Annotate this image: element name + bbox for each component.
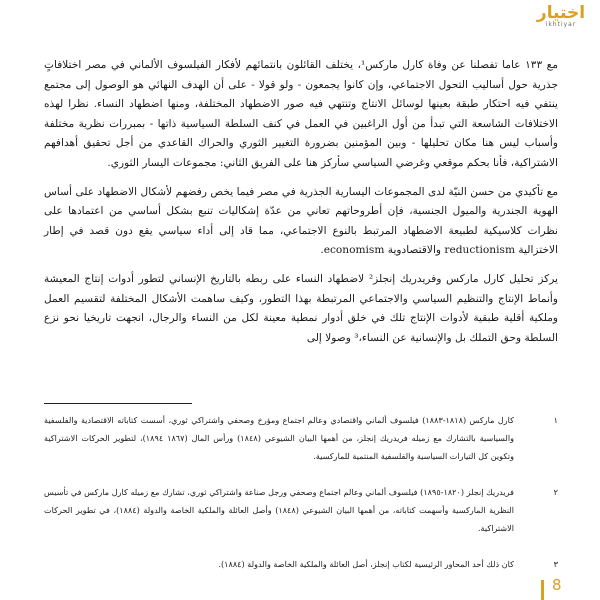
footnote-1 [44,411,558,465]
footnote-divider [44,403,192,404]
footnote-number: ١ [553,415,558,425]
publication-logo [534,4,588,28]
page-number-rule [541,580,544,600]
footnote-number: ٢ [553,487,558,497]
footnotes [44,411,558,573]
article-body [44,56,558,348]
footnote-text: كارل ماركس (١٨١٨-١٨٨٣) فيلسوف ألماني واقتصادي وعالم اجتماع ومؤرخ وصحفي واشتراكي ثوري، أسست كتاباته الاقتصادية والفلسفية والسياسية بالتشارك مع زميله فريدريك إنجلز، من أهمها البيان الشيوعي (١٨٤٨) ورأس المال (١٨٦٧ ١٨٩٤)، لتطوير الحركات الاشتراكية وتكوين كل التيارات السياسية والفلسفية المنتمية للماركسية. [44,415,515,461]
footnote-3 [44,555,558,573]
footnote-text: فريدريك إنجلز (١٨٢٠-١٨٩٥) فيلسوف ألماني وعالم اجتماع وصحفي ورجل صناعة واشتراكي ثوري، تشارك مع زميله كارل ماركس في تأسيس النظرية الماركسية وأسهمت كتاباته، من أهمها البيان الشيوعي (١٨٤٨) وأصل العائلة والملكية الخاصة والدولة (١٨٨٤)، في تطوير الحركات الاشتراكية. [44,487,514,533]
footnote-text: كان ذلك أحد المحاور الرئيسية لكتاب إنجلز، أصل العائلة والملكية الخاصة والدولة (١٨٨٤). [218,559,514,569]
footnote-number: ٣ [553,559,558,569]
paragraph-1: مع ١٣٣ عاما تفصلنا عن وفاة كارل ماركس¹، يختلف القائلون بانتمائهم لأفكار الفيلسوف الألماني في مصر اختلافاتٍ جذرية حول أساليب التحول الاجتماعي، وإن كانوا يجمعون - ولو قولا - على أن الهدف النهائي هو الوصول إلى مجتمع ينتفي فيه احتكار طبقة بعينها لوسائل الانتاج وتنتهي فيه صور الاضطهاد المختلفة، ومنها اضطهاد النساء. نظرا لهذه الاختلافات الشاسعة التي تبدأ من أول الراغبين في العمل في كنف السلطة السياسية ذاتها - بمبررات نظرية مختلفة وأسباب ليس هنا مكان تحليلها - وبين المؤمنين بضرورة التغيير الثوري والحراك القاعدي من أجل تحقيق أهدافهم الاشتراكية، فأنا بحكم موقعي وغرضي السياسي سأركز هنا على الفريق الثاني: مجموعات اليسار الثوري. [44,59,558,169]
footnote-2 [44,483,558,537]
paragraph-3: يركز تحليل كارل ماركس وفريدريك إنجلز² لاضطهاد النساء على ربطه بالتاريخ الإنساني لتطور أدوات إنتاج المعيشة وأنماط الإنتاج والتنظيم السياسي والاجتماعي المرتبطة بهذا التطور، وكيف ساهمت الأشكال المختلفة لتقسيم العمل وملكية أقلية طبقية لأدوات الإنتاج تلك في خلق أدوار نمطية معينة لكل من النساء والرجال، انجهت تاريخيا نحو نزع السلطة وحق التملك بل والإنسانية عن النساء،³ وصولا إلى [44,272,558,344]
paragraph-2: مع تأكيدي من حسن النيّة لدى المجموعات اليسارية الجذرية في مصر فيما يخص رفضهم لأشكال الاضطهاد على أساس الهوية الجندرية والميول الجنسية، فإن أطروحاتهم تعاني من عدّة إشكاليات تنبع بشكل أساسي من اعتمادها على نظرات كلاسيكية لطبيعة الاضطهاد المرتبط بالنوع الاجتماعي، مما قاد إلى أداء سياسي يقع دون قصد في إطار الاختزالية reductionism والاقتصادوية economism. [44,185,558,257]
logo-subtitle: ikhtiyar [545,21,577,28]
logo-title: اختيار [536,3,586,23]
page-number: 8 [552,576,562,594]
